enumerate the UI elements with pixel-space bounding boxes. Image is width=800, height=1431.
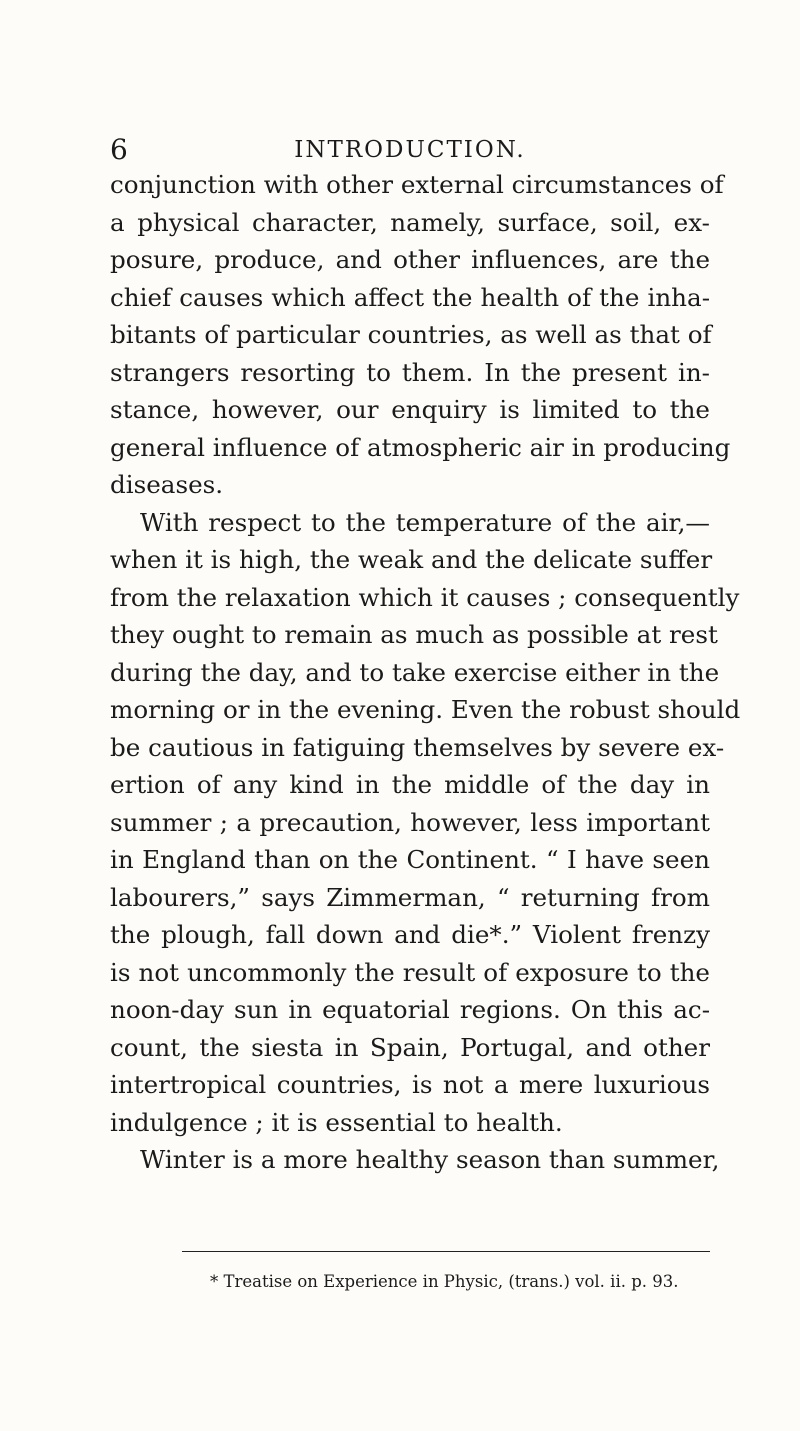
body-text [110, 166, 741, 1179]
text-line: posure, produce, and other influences, are the [110, 245, 710, 274]
footnote: * Treatise on Experience in Physic, (trans.) vol. ii. p. 93. [210, 1272, 679, 1291]
text-line: ertion of any kind in the middle of the day in [110, 770, 710, 799]
text-line: in England than on the Continent. “ I have seen [110, 845, 710, 874]
text-line: count, the siesta in Spain, Portugal, and other [110, 1032, 710, 1062]
text-line: be cautious in fatiguing themselves by severe ex- [110, 732, 725, 762]
text-line: during the day, and to take exercise either in the [110, 657, 720, 687]
page-header [110, 130, 710, 170]
paragraph-start-line: With respect to the temperature of the air,— [140, 507, 710, 537]
text-line: chief causes which affect the health of the inha- [110, 282, 710, 312]
text-line: summer ; a precaution, however, less important [110, 807, 710, 837]
text-line: strangers resorting to them. In the present in- [110, 357, 710, 387]
text-line: from the relaxation which it causes ; consequently [110, 582, 740, 612]
paragraph-start-line: Winter is a more healthy season than summer, [140, 1145, 720, 1174]
text-line: morning or in the evening. Even the robust should [110, 695, 741, 724]
text-line: a physical character, namely, surface, soil, ex- [110, 207, 710, 237]
text-line: intertropical countries, is not a mere luxurious [110, 1070, 710, 1099]
text-line: noon-day sun in equatorial regions. On this ac- [110, 995, 710, 1024]
page-number: 6 [110, 133, 128, 166]
text-line: indulgence ; it is essential to health. [110, 1107, 563, 1137]
text-line: bitants of particular countries, as well as that of [110, 320, 712, 349]
running-head: INTRODUCTION. [294, 137, 526, 163]
text-line: general influence of atmospheric air in producing [110, 432, 731, 462]
text-line: labourers,” says Zimmerman, “ returning from [110, 882, 710, 912]
text-line: conjunction with other external circumstances of [110, 170, 724, 199]
text-line: is not uncommonly the result of exposure to the [110, 957, 710, 987]
footnote-rule [182, 1251, 710, 1252]
text-line: stance, however, our enquiry is limited to the [110, 395, 710, 424]
text-line: the plough, fall down and die*.” Violent frenzy [110, 920, 710, 949]
text-line: when it is high, the weak and the delicate suffer [110, 545, 713, 574]
text-line: diseases. [110, 470, 224, 499]
text-line: they ought to remain as much as possible at rest [110, 620, 718, 649]
